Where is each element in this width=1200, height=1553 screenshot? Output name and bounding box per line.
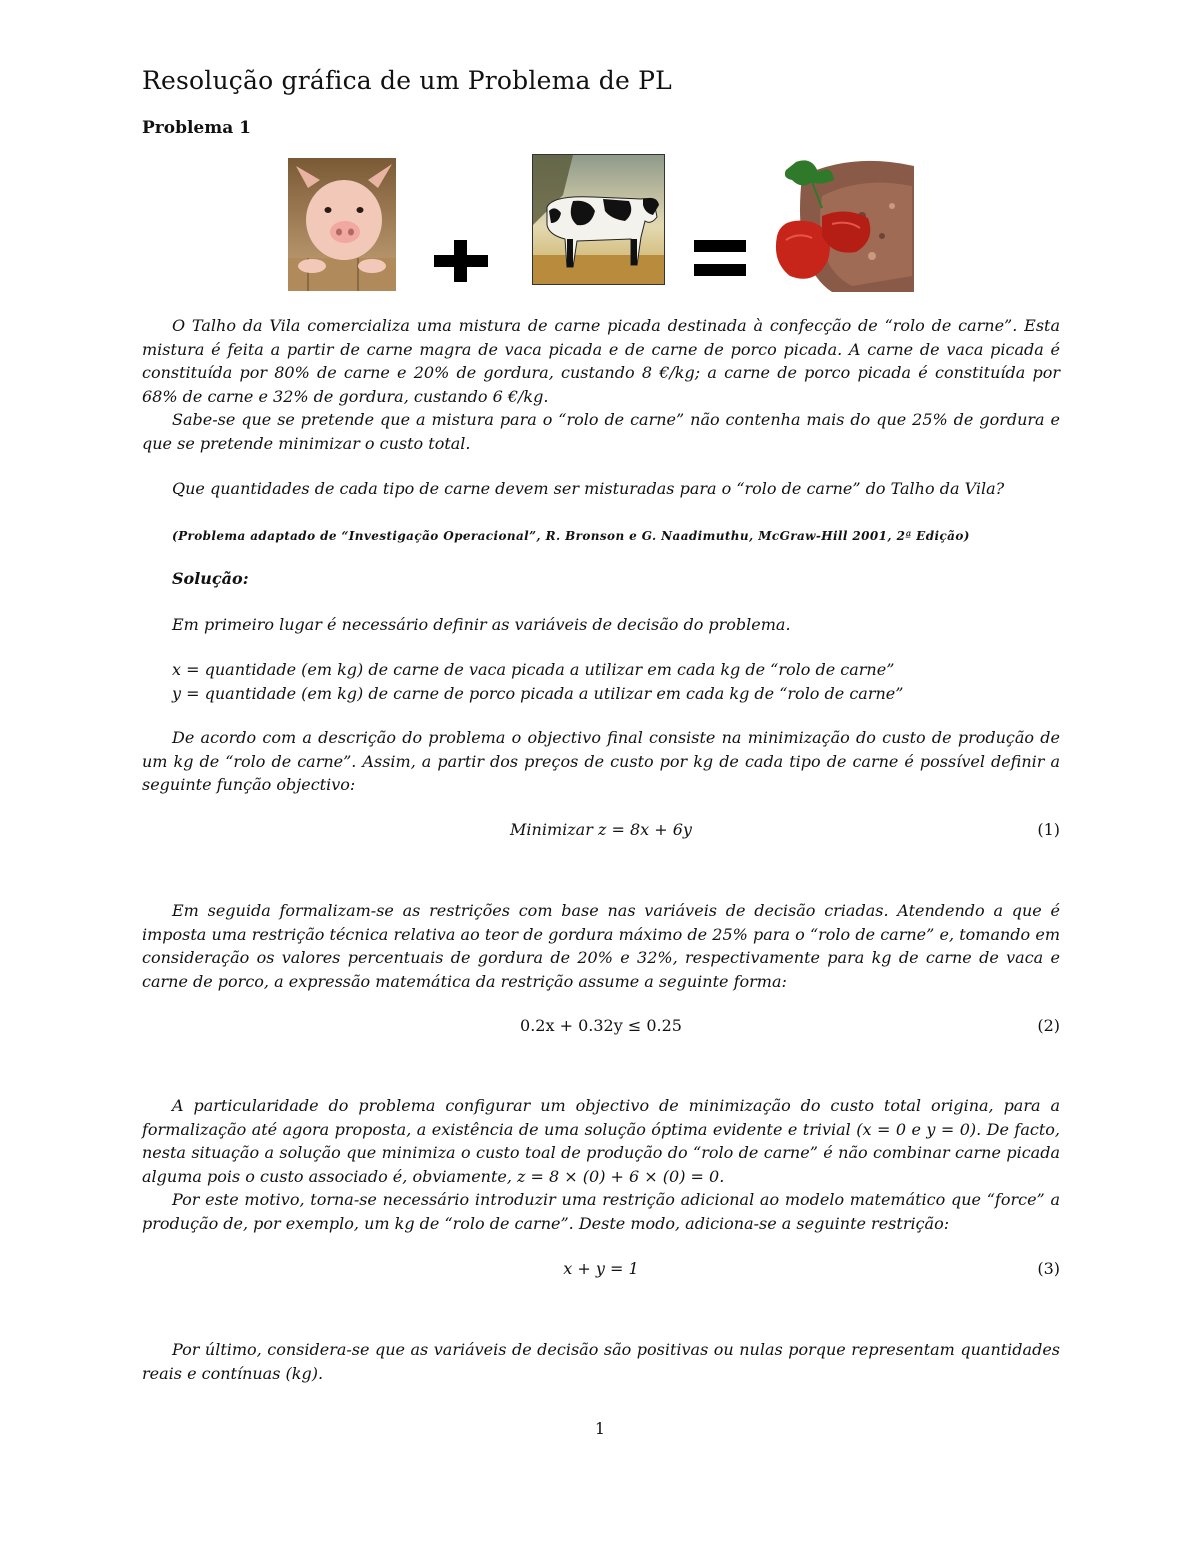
non-negativity-text: Por último, considera-se que as variáveis de decisão são positivas ou nulas porque representam quantidades reais e contínuas (kg). bbox=[142, 1340, 1060, 1383]
trivial-solution-paragraph bbox=[142, 1094, 1060, 1235]
variable-definition: x = quantidade (em kg) de carne de vaca picada a utilizar em cada kg de “rolo de carne” bbox=[172, 660, 895, 679]
additional-constraint-text: Por este motivo, torna-se necessário introduzir uma restrição adicional ao modelo matemático que “force” a produção de, por exemplo, um kg de “rolo de carne”. Deste modo, adiciona-se a seguinte restrição: bbox=[142, 1190, 1060, 1233]
equation-expression: Minimizar z = 8x + 6y bbox=[510, 820, 692, 839]
objective-paragraph bbox=[142, 726, 1060, 797]
variable-definition: y = quantidade (em kg) de carne de porco picada a utilizar em cada kg de “rolo de carne” bbox=[172, 683, 904, 703]
decision-variables bbox=[142, 658, 1060, 705]
problem-question bbox=[142, 477, 1060, 501]
pig-photo bbox=[288, 158, 396, 291]
non-negativity-paragraph bbox=[142, 1338, 1060, 1385]
plus-icon bbox=[434, 240, 488, 282]
equation-number: (2) bbox=[1037, 1016, 1060, 1035]
question-text: Que quantidades de cada tipo de carne devem ser misturadas para o “rolo de carne” do Talho da Vila? bbox=[172, 479, 1005, 498]
problem-heading: Problema 1 bbox=[142, 118, 251, 138]
trivial-solution-text: A particularidade do problema configurar um objectivo de minimização do custo total origina, para a formalização até agora proposta, a existência de uma solução óptima evidente e trivial (x = 0 e y = 0). De facto, nesta situação a solução que minimiza o custo toal de produção do “rolo de carne” é não combinar carne picada alguma pois o custo associado é, obviamente, z = 8 × (0) + 6 × (0) = 0. bbox=[142, 1096, 1060, 1186]
solution-heading bbox=[142, 567, 1060, 591]
problem-paragraph: Sabe-se que se pretende que a mistura para o “rolo de carne” não contenha mais do que 25% de gordura e que se pretende minimizar o custo total. bbox=[142, 410, 1060, 453]
problem-paragraph: O Talho da Vila comercializa uma mistura de carne picada destinada à confecção de “rolo de carne”. Esta mistura é feita a partir de carne magra de vaca picada e de carne de porco picada. A carne de vaca picada é constituída por 80% de carne e 20% de gordura, custando 8 €/kg; a carne de porco picada é constituída por 68% de carne e 32% de gordura, custando 6 €/kg. bbox=[142, 316, 1060, 406]
objective-text: De acordo com a descrição do problema o objectivo final consiste na minimização do custo de produção de um kg de “rolo de carne”. Assim, a partir dos preços de custo por kg de cada tipo de carne é possível definir a seguinte função objectivo: bbox=[142, 728, 1060, 794]
meatloaf-photo bbox=[772, 156, 914, 292]
problem-statement bbox=[142, 314, 1060, 455]
equation-expression: 0.2x + 0.32y ≤ 0.25 bbox=[520, 1016, 682, 1035]
document-title: Resolução gráfica de um Problema de PL bbox=[142, 66, 672, 95]
solution-intro-text: Em primeiro lugar é necessário definir as variáveis de decisão do problema. bbox=[172, 615, 791, 634]
equation-number: (3) bbox=[1037, 1259, 1060, 1278]
page-number: 1 bbox=[594, 1419, 606, 1438]
equation-expression: x + y = 1 bbox=[563, 1259, 639, 1278]
constraint-paragraph bbox=[142, 899, 1060, 993]
equation-3 bbox=[142, 1259, 1060, 1283]
equation-2 bbox=[142, 1016, 1060, 1040]
problem-reference bbox=[142, 525, 1060, 549]
equation-number: (1) bbox=[1037, 820, 1060, 839]
solution-intro bbox=[142, 613, 1060, 637]
cow-painting bbox=[532, 154, 665, 285]
constraint-text: Em seguida formalizam-se as restrições com base nas variáveis de decisão criadas. Atendendo a que é imposta uma restrição técnica relativa ao teor de gordura máximo de 25% para o “rolo de carne” e, tomando em consideração os valores percentuais de gordura de 20% e 32%, respectivamente para kg de carne de vaca e carne de porco, a expressão matemática da restrição assume a seguinte forma: bbox=[142, 901, 1060, 991]
equation-figure bbox=[0, 150, 1200, 300]
solution-heading-text: Solução: bbox=[172, 569, 249, 588]
reference-text: (Problema adaptado de “Investigação Operacional”, R. Bronson e G. Naadimuthu, McGraw-Hill 2001, 2ª Edição) bbox=[172, 529, 970, 543]
equals-icon bbox=[694, 238, 746, 278]
equation-1 bbox=[142, 820, 1060, 844]
